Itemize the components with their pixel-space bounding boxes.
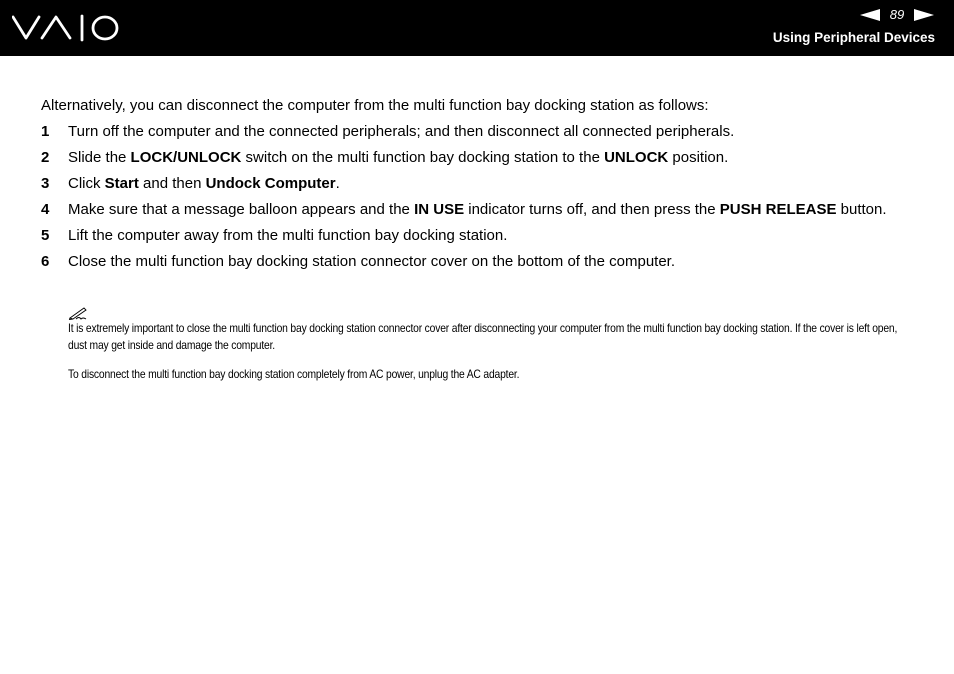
list-item [41,122,913,142]
list-item [41,148,913,168]
note-paragraph: It is extremely important to close the multi function bay docking station connector cover after disconnecting your computer from the multi function bay docking station. If the cover is left open, dust may get inside and damage the computer. [68,321,898,352]
list-item [41,226,913,246]
step-number: 4 [41,201,50,218]
list-item [41,252,913,272]
ui-term: Start [104,175,139,192]
step-number: 5 [41,227,50,244]
step-number: 2 [41,149,50,166]
ui-term: LOCK/UNLOCK [130,149,242,166]
ui-term: Undock Computer [205,175,336,192]
note-pencil-icon [68,306,88,320]
steps-list [41,122,913,272]
step-text: Close the multi function bay docking station connector cover on the bottom of the computer. [68,253,676,270]
step-text: Slide the LOCK/UNLOCK switch on the multi function bay docking station to the UNLOCK position. [68,149,729,166]
page-number: 89 [889,7,905,22]
main-content [41,96,913,278]
step-number: 3 [41,175,50,192]
ui-term: UNLOCK [604,149,669,166]
step-text: Turn off the computer and the connected peripherals; and then disconnect all connected peripherals. [68,123,735,140]
ui-term: PUSH RELEASE [719,201,837,218]
note-paragraph: To disconnect the multi function bay docking station completely from AC power, unplug the AC adapter. [68,367,520,381]
intro-paragraph: Alternatively, you can disconnect the computer from the multi function bay docking station as follows: [41,97,709,114]
step-number: 6 [41,253,50,270]
step-number: 1 [41,123,50,140]
step-text: Click Start and then Undock Computer. [68,175,340,192]
ui-term: IN USE [414,201,465,218]
note-block [68,306,908,383]
section-title: Using Peripheral Devices [772,30,935,45]
step-text: Make sure that a message balloon appears and the IN USE indicator turns off, and then press the PUSH RELEASE button. [68,201,887,218]
list-item [41,174,913,194]
step-text: Lift the computer away from the multi function bay docking station. [68,227,508,244]
page-navigation [860,6,934,24]
prev-page-arrow-icon[interactable] [860,9,880,21]
next-page-arrow-icon[interactable] [914,9,934,21]
list-item [41,200,913,220]
vaio-logo-icon [12,13,120,43]
page-header [0,0,954,56]
